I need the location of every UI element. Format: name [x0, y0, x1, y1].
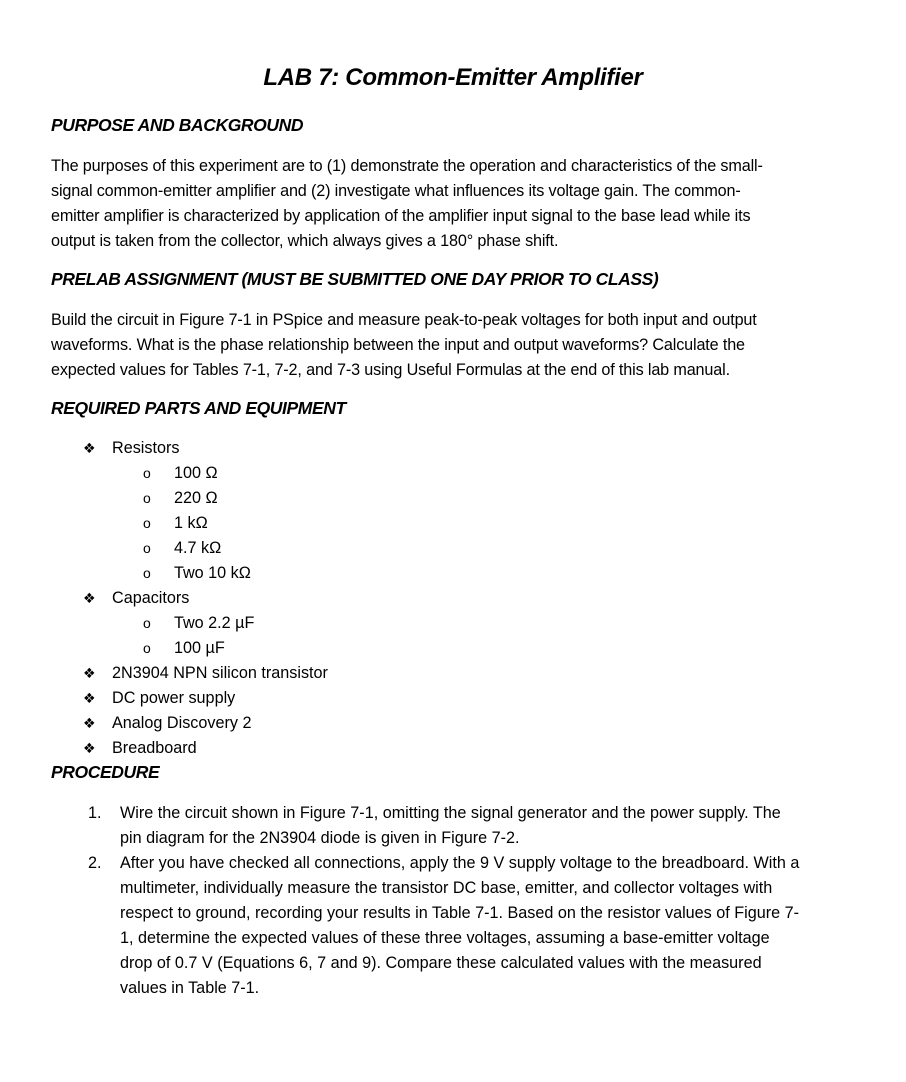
list-item-label: Capacitors — [112, 589, 190, 607]
prelab-heading: PRELAB ASSIGNMENT (MUST BE SUBMITTED ONE DAY PRIOR TO CLASS) — [51, 269, 659, 289]
diamond-bullet-icon: ❖ — [83, 665, 96, 681]
list-item-resistors — [83, 436, 179, 461]
list-item-analog-discovery — [83, 711, 251, 736]
paragraph-line: signal common-emitter amplifier and (2) investigate what influences its voltage gain. The common- — [51, 182, 741, 200]
step-number: 1. — [88, 804, 102, 822]
sub-list-item — [143, 486, 218, 511]
circle-bullet-icon: o — [143, 490, 151, 506]
step-line: Wire the circuit shown in Figure 7-1, omitting the signal generator and the power supply. The — [120, 804, 781, 822]
step-line: 1, determine the expected values of these three voltages, assuming a base-emitter voltage — [120, 929, 770, 947]
sub-list-item — [143, 461, 218, 486]
sub-list-item — [143, 511, 208, 536]
sub-item-label: 220 Ω — [174, 489, 218, 507]
prelab-paragraph — [51, 308, 851, 383]
diamond-bullet-icon: ❖ — [83, 440, 96, 456]
list-item-power-supply — [83, 686, 235, 711]
circle-bullet-icon: o — [143, 515, 151, 531]
procedure-heading: PROCEDURE — [51, 762, 160, 782]
sub-list-item — [143, 636, 225, 661]
list-item-capacitors — [83, 586, 189, 611]
procedure-step-2 — [88, 851, 858, 1001]
step-line: drop of 0.7 V (Equations 6, 7 and 9). Compare these calculated values with the measured — [120, 954, 762, 972]
circle-bullet-icon: o — [143, 615, 151, 631]
list-item-label: Resistors — [112, 439, 180, 457]
diamond-bullet-icon: ❖ — [83, 590, 96, 606]
parts-heading: REQUIRED PARTS AND EQUIPMENT — [51, 398, 346, 418]
page-title: LAB 7: Common-Emitter Amplifier — [263, 64, 643, 91]
list-item-label: Analog Discovery 2 — [112, 714, 252, 732]
diamond-bullet-icon: ❖ — [83, 715, 96, 731]
sub-item-label: Two 10 kΩ — [174, 564, 251, 582]
circle-bullet-icon: o — [143, 640, 151, 656]
paragraph-line: Build the circuit in Figure 7-1 in PSpice and measure peak-to-peak voltages for both input and output — [51, 311, 757, 329]
sub-item-label: 4.7 kΩ — [174, 539, 222, 557]
circle-bullet-icon: o — [143, 565, 151, 581]
diamond-bullet-icon: ❖ — [83, 690, 96, 706]
paragraph-line: emitter amplifier is characterized by application of the amplifier input signal to the base lead while its — [51, 207, 751, 225]
step-line: respect to ground, recording your results in Table 7-1. Based on the resistor values of Figure 7- — [120, 904, 800, 922]
step-line: pin diagram for the 2N3904 diode is given in Figure 7-2. — [120, 829, 520, 847]
paragraph-line: waveforms. What is the phase relationship between the input and output waveforms? Calculate the — [51, 336, 745, 354]
step-line: After you have checked all connections, apply the 9 V supply voltage to the breadboard. With a — [120, 854, 800, 872]
step-line: values in Table 7-1. — [120, 979, 260, 997]
circle-bullet-icon: o — [143, 465, 151, 481]
paragraph-line: output is taken from the collector, which always gives a 180° phase shift. — [51, 232, 559, 250]
list-item-label: DC power supply — [112, 689, 236, 707]
sub-item-label: Two 2.2 µF — [174, 614, 255, 632]
sub-list-item — [143, 561, 251, 586]
procedure-step-1 — [88, 801, 858, 851]
diamond-bullet-icon: ❖ — [83, 740, 96, 756]
purpose-paragraph — [51, 154, 851, 254]
sub-item-label: 1 kΩ — [174, 514, 208, 532]
paragraph-line: The purposes of this experiment are to (1) demonstrate the operation and characteristics of the small- — [51, 157, 763, 175]
list-item-transistor — [83, 661, 328, 686]
sub-item-label: 100 µF — [174, 639, 225, 657]
step-text — [120, 801, 860, 851]
list-item-label: Breadboard — [112, 739, 197, 757]
sub-list-item — [143, 611, 254, 636]
sub-list-item — [143, 536, 221, 561]
list-item-breadboard — [83, 736, 197, 761]
step-number: 2. — [88, 854, 102, 872]
circle-bullet-icon: o — [143, 540, 151, 556]
paragraph-line: expected values for Tables 7-1, 7-2, and 7-3 using Useful Formulas at the end of this lab manual. — [51, 361, 730, 379]
purpose-heading: PURPOSE AND BACKGROUND — [51, 115, 304, 135]
sub-item-label: 100 Ω — [174, 464, 218, 482]
step-text — [120, 851, 860, 1001]
list-item-label: 2N3904 NPN silicon transistor — [112, 664, 328, 682]
step-line: multimeter, individually measure the transistor DC base, emitter, and collector voltages with — [120, 879, 773, 897]
